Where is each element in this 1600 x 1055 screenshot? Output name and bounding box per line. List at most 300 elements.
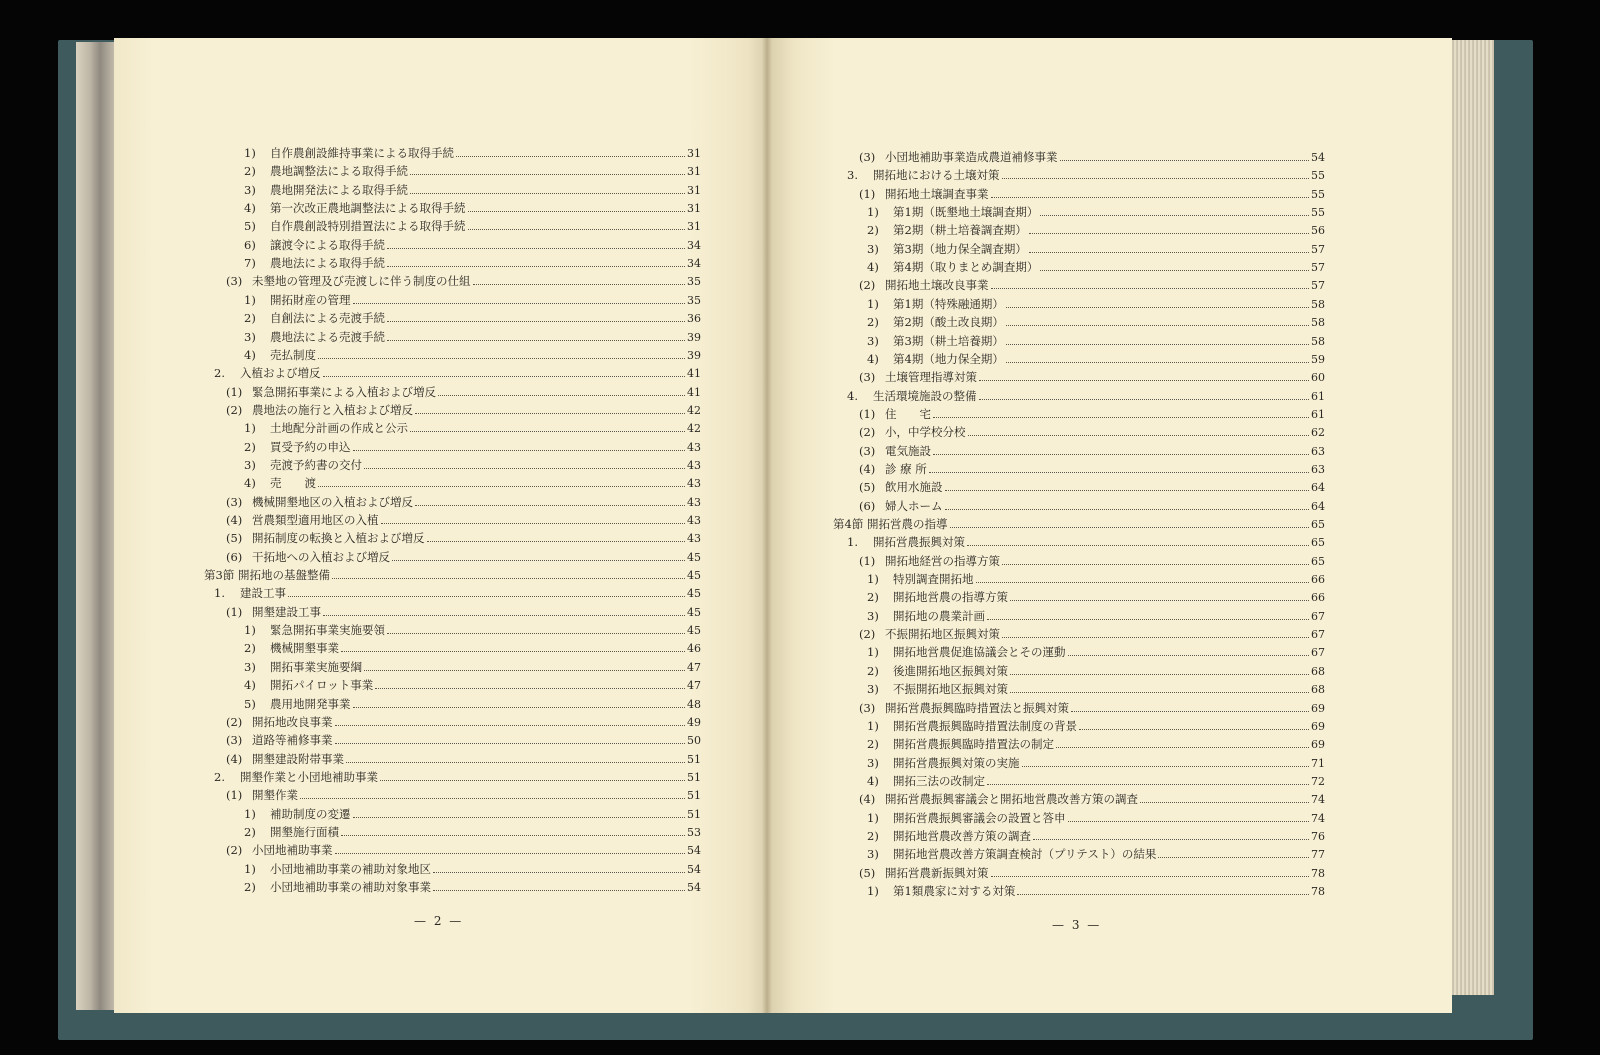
- toc-entry-number: 1): [867, 718, 879, 733]
- toc-entry-number: 1): [867, 645, 879, 660]
- toc-entry-page: 50: [687, 734, 701, 748]
- toc-entry-page: 45: [687, 605, 701, 619]
- toc-entry-title: 補助制度の変遷: [270, 806, 351, 821]
- toc-leader-dots: [933, 416, 1309, 418]
- toc-entry-title: 開拓営農振興臨時措置法の制定: [893, 737, 1054, 752]
- toc-entry-page: 51: [687, 752, 701, 766]
- toc-entry-page: 62: [1311, 426, 1325, 440]
- toc-entry: [244, 199, 701, 217]
- toc-entry-number: (6): [226, 549, 243, 564]
- toc-entry: [867, 809, 1325, 827]
- toc-leader-dots: [387, 339, 685, 341]
- toc-entry-title: 農用地開発事業: [270, 696, 351, 711]
- toc-entry-number: 第4節: [833, 517, 864, 531]
- toc-entry-number: 6): [244, 237, 256, 252]
- toc-leader-dots: [950, 526, 1310, 528]
- toc-entry-number: (2): [859, 627, 876, 642]
- toc-leader-dots: [392, 559, 685, 561]
- toc-leader-dots: [1006, 343, 1309, 345]
- toc-leader-dots: [929, 471, 1309, 473]
- toc-entry: [226, 529, 701, 547]
- toc-entry-page: 58: [1311, 297, 1325, 311]
- toc-entry-number: 4): [867, 351, 879, 366]
- toc-leader-dots: [364, 467, 685, 469]
- toc-entry-page: 43: [687, 458, 701, 472]
- toc-leader-dots: [353, 706, 686, 708]
- toc-entry-title: 農地法による売渡手続: [270, 329, 385, 344]
- toc-entry: [244, 236, 701, 254]
- toc-entry-page: 61: [1311, 389, 1325, 403]
- toc-entry-title: 道路等補修事業: [252, 733, 333, 748]
- toc-entry-title: 農地法の施行と入植および増反: [252, 402, 413, 417]
- toc-entry: [244, 181, 701, 199]
- toc-entry: [226, 713, 701, 731]
- toc-entry-number: (1): [859, 406, 876, 421]
- toc-entry: [226, 750, 701, 768]
- toc-entry: [244, 621, 701, 639]
- toc-entry: [867, 680, 1325, 698]
- toc-entry-title: 開拓地営農の指導方策: [893, 590, 1008, 605]
- toc-entry-title: 第1期（既墾地土壌調査期）: [893, 205, 1039, 220]
- toc-entry-number: 3): [244, 182, 256, 197]
- toc-entry-page: 51: [687, 807, 701, 821]
- toc-entry-title: 婦人ホーム: [885, 498, 943, 513]
- toc-entry-page: 63: [1311, 462, 1325, 476]
- toc-leader-dots: [1022, 765, 1310, 767]
- toc-entry: [244, 805, 701, 823]
- toc-entry-page: 35: [687, 293, 701, 307]
- toc-entry-number: (3): [859, 150, 876, 164]
- toc-leader-dots: [1040, 214, 1309, 216]
- toc-leader-dots: [353, 302, 686, 304]
- book-gutter: [762, 38, 772, 1013]
- toc-entry-number: (2): [226, 843, 243, 858]
- toc-entry-number: 4.: [847, 388, 858, 403]
- toc-entry-page: 66: [1311, 573, 1325, 587]
- toc-entry-page: 58: [1311, 316, 1325, 330]
- toc-entry-title: 自作農創設維持事業による取得手続: [270, 146, 454, 160]
- toc-leader-dots: [1002, 636, 1309, 638]
- toc-leader-dots: [945, 489, 1310, 491]
- toc-entry-number: 1): [867, 205, 879, 220]
- toc-entry-title: 開拓地経営の指導方策: [885, 553, 1000, 568]
- toc-entry-page: 59: [1311, 352, 1325, 366]
- toc-entry-page: 78: [1311, 866, 1325, 880]
- toc-entry-title: 小団地補助事業造成農道補修事業: [885, 150, 1058, 164]
- toc-entry-page: 64: [1311, 499, 1325, 513]
- toc-entry-number: 2): [244, 311, 256, 326]
- toc-entry-number: (3): [226, 274, 243, 289]
- toc-entry-number: (5): [859, 865, 876, 880]
- toc-entry-page: 68: [1311, 664, 1325, 678]
- toc-entry: [214, 584, 701, 602]
- toc-entry-page: 78: [1311, 885, 1325, 898]
- toc-entry-title: 開拓地営農促進協議会とその運動: [893, 645, 1066, 660]
- toc-entry: [867, 662, 1325, 680]
- left-page: [114, 38, 767, 1013]
- toc-entry-page: 57: [1311, 279, 1325, 293]
- toc-entry-number: 2): [867, 315, 879, 330]
- toc-entry-title: 小団地補助事業の補助対象地区: [270, 861, 431, 876]
- toc-entry-page: 77: [1311, 848, 1325, 862]
- right-page: [767, 38, 1452, 1013]
- toc-entry-title: 機械開墾事業: [270, 641, 339, 656]
- toc-entry-title: 開拓営農振興臨時措置法制度の背景: [893, 718, 1077, 733]
- toc-entry-number: 1): [244, 623, 256, 638]
- toc-entry-number: 1.: [214, 586, 225, 601]
- toc-entry-page: 54: [687, 844, 701, 858]
- toc-entry-page: 39: [687, 330, 701, 344]
- toc-entry: [867, 295, 1325, 313]
- toc-entry: [226, 548, 701, 566]
- toc-leader-dots: [332, 577, 685, 579]
- toc-entry-number: 4): [244, 678, 256, 693]
- toc-entry-number: (5): [859, 480, 876, 495]
- toc-entry: [847, 166, 1325, 184]
- toc-entry-title: 開墾作業: [252, 788, 298, 803]
- toc-entry-page: 34: [687, 238, 701, 252]
- toc-entry-title: 開拓地土壌改良事業: [885, 278, 989, 293]
- toc-entry-page: 48: [687, 697, 701, 711]
- toc-entry: [244, 823, 701, 841]
- toc-leader-dots: [364, 669, 685, 671]
- toc-entry-title: 小団地補助事業の補助対象事業: [270, 880, 431, 894]
- toc-leader-dots: [288, 595, 685, 597]
- toc-entry-number: 4): [244, 347, 256, 362]
- toc-entry: [226, 493, 701, 511]
- toc-entry: [214, 768, 701, 786]
- toc-entry: [867, 332, 1325, 350]
- toc-entry-title: 開拓地改良事業: [252, 714, 333, 729]
- toc-leader-dots: [1071, 710, 1309, 712]
- toc-entry-title: 第4期（地力保全期）: [893, 351, 1004, 366]
- toc-entry-number: 1): [867, 296, 879, 311]
- toc-entry: [244, 878, 701, 896]
- toc-entry: [859, 478, 1325, 496]
- toc-entry-title: 生活環境施設の整備: [873, 388, 977, 403]
- toc-entry: [867, 735, 1325, 753]
- toc-entry-page: 31: [687, 147, 701, 160]
- toc-entry-title: 開墾建設附帯事業: [252, 751, 344, 766]
- toc-entry: [867, 258, 1325, 276]
- toc-entry-title: 緊急開拓事業実施要領: [270, 623, 385, 638]
- toc-entry-title: 営農類型適用地区の入植: [252, 513, 379, 527]
- toc-entry-title: 診 療 所: [885, 461, 927, 476]
- toc-entry-page: 45: [687, 587, 701, 601]
- toc-entry-page: 65: [1311, 554, 1325, 568]
- toc-entry-page: 76: [1311, 829, 1325, 843]
- toc-entry-page: 57: [1311, 242, 1325, 256]
- toc-entry: [244, 860, 701, 878]
- toc-leader-dots: [381, 522, 686, 524]
- toc-entry-page: 60: [1311, 371, 1325, 385]
- toc-entry: [226, 841, 701, 859]
- left-toc: [114, 38, 767, 1013]
- toc-entry-page: 35: [687, 275, 701, 289]
- toc-entry-page: 56: [1311, 224, 1325, 238]
- toc-entry-page: 31: [687, 183, 701, 197]
- toc-entry-number: 第3節: [204, 568, 235, 583]
- toc-leader-dots: [387, 320, 685, 322]
- toc-entry-number: 3): [867, 241, 879, 256]
- toc-entry-title: 不振開拓地区振興対策: [893, 682, 1008, 697]
- toc-entry-page: 55: [1311, 206, 1325, 220]
- toc-entry-number: 3): [867, 755, 879, 770]
- toc-leader-dots: [300, 797, 685, 799]
- toc-leader-dots: [1010, 673, 1309, 675]
- toc-entry: [226, 511, 701, 529]
- toc-leader-dots: [1010, 599, 1309, 601]
- toc-entry: [226, 272, 701, 290]
- toc-leader-dots: [933, 453, 1309, 455]
- toc-leader-dots: [1006, 306, 1309, 308]
- toc-entry-number: (2): [226, 714, 243, 729]
- toc-entry: [867, 221, 1325, 239]
- toc-entry-title: 買受予約の申込: [270, 439, 351, 454]
- toc-entry-number: 1.: [847, 535, 858, 550]
- toc-entry-number: 1): [867, 884, 879, 898]
- toc-leader-dots: [473, 283, 686, 285]
- toc-leader-dots: [1029, 232, 1309, 234]
- toc-entry-page: 67: [1311, 646, 1325, 660]
- toc-leader-dots: [410, 192, 685, 194]
- toc-entry-title: 開拓地営農改善方策調査検討（プリテスト）の結果: [893, 847, 1157, 862]
- toc-entry-title: 飲用水施設: [885, 480, 943, 495]
- toc-entry-number: 1): [867, 572, 879, 587]
- toc-entry-page: 45: [687, 569, 701, 583]
- toc-entry-number: 2): [244, 164, 256, 179]
- toc-entry-page: 43: [687, 514, 701, 527]
- toc-entry-title: 第2期（耕土培養調査期）: [893, 223, 1027, 238]
- toc-leader-dots: [1029, 251, 1309, 253]
- toc-leader-dots: [353, 449, 686, 451]
- toc-entry-title: 土地配分計画の作成と公示: [270, 421, 408, 436]
- toc-entry-number: 2): [867, 223, 879, 238]
- toc-entry-title: 自作農創設特別措置法による取得手続: [270, 219, 466, 234]
- toc-entry-number: 2): [244, 880, 256, 894]
- left-folio: — 2 —: [414, 914, 464, 928]
- toc-entry-number: (2): [859, 278, 876, 293]
- toc-entry-page: 51: [687, 770, 701, 784]
- toc-entry-number: 2): [867, 737, 879, 752]
- toc-entry: [244, 676, 701, 694]
- toc-leader-dots: [335, 724, 686, 726]
- toc-entry: [867, 643, 1325, 661]
- toc-entry-number: 1): [244, 861, 256, 876]
- toc-entry-page: 34: [687, 257, 701, 271]
- toc-entry-page: 66: [1311, 591, 1325, 605]
- toc-leader-dots: [387, 632, 685, 634]
- toc-entry-number: (4): [859, 461, 876, 476]
- toc-entry-number: (3): [859, 443, 876, 458]
- right-toc: [767, 38, 1452, 1013]
- toc-entry: [244, 162, 701, 180]
- toc-entry-page: 46: [687, 642, 701, 656]
- toc-entry-number: (1): [226, 604, 243, 619]
- toc-leader-dots: [1017, 893, 1309, 895]
- toc-entry: [244, 456, 701, 474]
- toc-leader-dots: [318, 357, 685, 359]
- toc-entry-page: 72: [1311, 774, 1325, 788]
- toc-leader-dots: [1158, 856, 1309, 858]
- toc-leader-dots: [433, 871, 685, 873]
- toc-entry-number: 2.: [214, 366, 225, 381]
- toc-entry: [214, 364, 701, 382]
- toc-entry-title: 建設工事: [240, 586, 286, 601]
- toc-entry: [859, 405, 1325, 423]
- toc-entry-number: (6): [859, 498, 876, 513]
- toc-entry-title: 売渡予約書の交付: [270, 457, 362, 472]
- toc-entry-number: (3): [226, 494, 243, 509]
- toc-entry: [847, 387, 1325, 405]
- toc-entry-title: 特別調査開拓地: [893, 572, 974, 587]
- toc-entry-title: 農地開発法による取得手続: [270, 182, 408, 197]
- toc-entry-title: 電気施設: [885, 443, 931, 458]
- toc-entry: [859, 497, 1325, 515]
- toc-entry-title: 開墾建設工事: [252, 604, 321, 619]
- toc-leader-dots: [991, 875, 1310, 877]
- toc-entry-title: 第1期（特殊融通期）: [893, 296, 1004, 311]
- toc-entry-page: 74: [1311, 793, 1325, 807]
- toc-entry-number: (1): [859, 186, 876, 201]
- toc-entry-title: 第1類農家に対する対策: [893, 884, 1016, 898]
- toc-entry-number: 2): [867, 590, 879, 605]
- left-page-edges: [76, 42, 116, 1010]
- toc-entry-number: 4): [244, 201, 256, 216]
- toc-leader-dots: [1002, 177, 1310, 179]
- toc-entry: [859, 276, 1325, 294]
- toc-entry-page: 69: [1311, 719, 1325, 733]
- toc-entry: [226, 731, 701, 749]
- toc-leader-dots: [1002, 563, 1309, 565]
- toc-entry: [867, 772, 1325, 790]
- toc-entry-title: 開拓営農振興臨時措置法と振興対策: [885, 700, 1069, 715]
- toc-leader-dots: [335, 852, 686, 854]
- toc-leader-dots: [1068, 820, 1310, 822]
- toc-leader-dots: [1060, 159, 1310, 161]
- toc-leader-dots: [318, 485, 685, 487]
- toc-entry-number: 1): [244, 292, 256, 307]
- toc-entry-title: 開墾作業と小団地補助事業: [240, 769, 378, 784]
- toc-entry-page: 41: [687, 385, 701, 399]
- toc-leader-dots: [438, 394, 685, 396]
- toc-entry-number: (3): [859, 370, 876, 385]
- toc-entry-page: 31: [687, 202, 701, 216]
- toc-leader-dots: [456, 155, 685, 157]
- toc-entry-number: 1): [244, 421, 256, 436]
- toc-entry-page: 31: [687, 165, 701, 179]
- toc-entry-title: 不振開拓地区振興対策: [885, 627, 1000, 642]
- toc-entry: [867, 313, 1325, 331]
- toc-entry: [859, 699, 1325, 717]
- toc-entry-title: 機械開墾地区の入植および増反: [252, 494, 413, 509]
- toc-entry-number: (4): [226, 513, 243, 527]
- toc-entry: [244, 474, 701, 492]
- toc-entry-title: 後進開拓地区振興対策: [893, 663, 1008, 678]
- toc-entry-number: (1): [226, 788, 243, 803]
- toc-entry: [859, 148, 1325, 166]
- toc-entry-title: 開拓営農新振興対策: [885, 865, 989, 880]
- toc-entry-title: 第一次改正農地調整法による取得手続: [270, 201, 466, 216]
- toc-entry-title: 住 宅: [885, 406, 931, 421]
- toc-entry: [244, 658, 701, 676]
- toc-entry-page: 39: [687, 348, 701, 362]
- toc-entry-number: (1): [859, 553, 876, 568]
- toc-entry-page: 49: [687, 715, 701, 729]
- toc-entry-page: 54: [1311, 151, 1325, 164]
- toc-entry-page: 43: [687, 495, 701, 509]
- toc-entry: [833, 515, 1325, 533]
- toc-leader-dots: [1006, 324, 1309, 326]
- toc-entry-number: 2): [244, 824, 256, 839]
- toc-entry-page: 41: [687, 367, 701, 381]
- toc-entry-number: (1): [226, 384, 243, 399]
- toc-entry-page: 69: [1311, 701, 1325, 715]
- toc-leader-dots: [387, 247, 685, 249]
- toc-entry-title: 開拓制度の転換と入植および増反: [252, 531, 425, 546]
- toc-entry: [867, 827, 1325, 845]
- toc-leader-dots: [415, 504, 685, 506]
- toc-entry: [226, 383, 701, 401]
- toc-entry-page: 71: [1311, 756, 1325, 770]
- toc-entry-title: 開拓地土壌調査事業: [885, 186, 989, 201]
- toc-leader-dots: [987, 618, 1309, 620]
- toc-leader-dots: [341, 650, 685, 652]
- toc-leader-dots: [1140, 801, 1309, 803]
- toc-leader-dots: [987, 783, 1309, 785]
- toc-leader-dots: [968, 434, 1310, 436]
- toc-entry-title: 開拓地の農業計画: [893, 608, 985, 623]
- toc-entry-title: 開拓営農振興対策の実施: [893, 755, 1020, 770]
- toc-entry-page: 64: [1311, 481, 1325, 495]
- toc-entry: [859, 864, 1325, 882]
- toc-leader-dots: [976, 581, 1310, 583]
- toc-entry-title: 開拓三法の改制定: [893, 773, 985, 788]
- toc-leader-dots: [433, 889, 685, 891]
- toc-leader-dots: [346, 761, 685, 763]
- toc-entry-number: (2): [859, 425, 876, 440]
- toc-entry-title: 開墾施行面積: [270, 824, 339, 839]
- toc-entry-number: 3): [867, 608, 879, 623]
- toc-entry: [859, 423, 1325, 441]
- toc-entry-title: 未墾地の管理及び売渡しに伴う制度の仕組: [252, 274, 471, 289]
- toc-entry: [867, 203, 1325, 221]
- toc-entry-page: 67: [1311, 628, 1325, 642]
- toc-entry-page: 57: [1311, 261, 1325, 275]
- toc-entry-page: 63: [1311, 444, 1325, 458]
- toc-entry-number: 7): [244, 256, 256, 271]
- toc-entry: [244, 291, 701, 309]
- toc-leader-dots: [341, 834, 685, 836]
- toc-entry-number: (3): [859, 700, 876, 715]
- toc-entry-number: 2): [244, 641, 256, 656]
- toc-entry-page: 42: [687, 403, 701, 417]
- toc-entry: [244, 328, 701, 346]
- toc-entry: [859, 185, 1325, 203]
- toc-entry-title: 開拓財産の管理: [270, 292, 351, 307]
- toc-entry-number: (2): [226, 402, 243, 417]
- toc-leader-dots: [410, 430, 685, 432]
- toc-entry-page: 42: [687, 422, 701, 436]
- toc-entry-number: 2): [867, 663, 879, 678]
- toc-entry: [244, 438, 701, 456]
- toc-entry: [867, 882, 1325, 900]
- toc-entry-page: 53: [687, 825, 701, 839]
- toc-entry-title: 干拓地への入植および増反: [252, 549, 390, 564]
- toc-leader-dots: [387, 265, 685, 267]
- toc-leader-dots: [335, 742, 686, 744]
- toc-entry-number: 3): [244, 659, 256, 674]
